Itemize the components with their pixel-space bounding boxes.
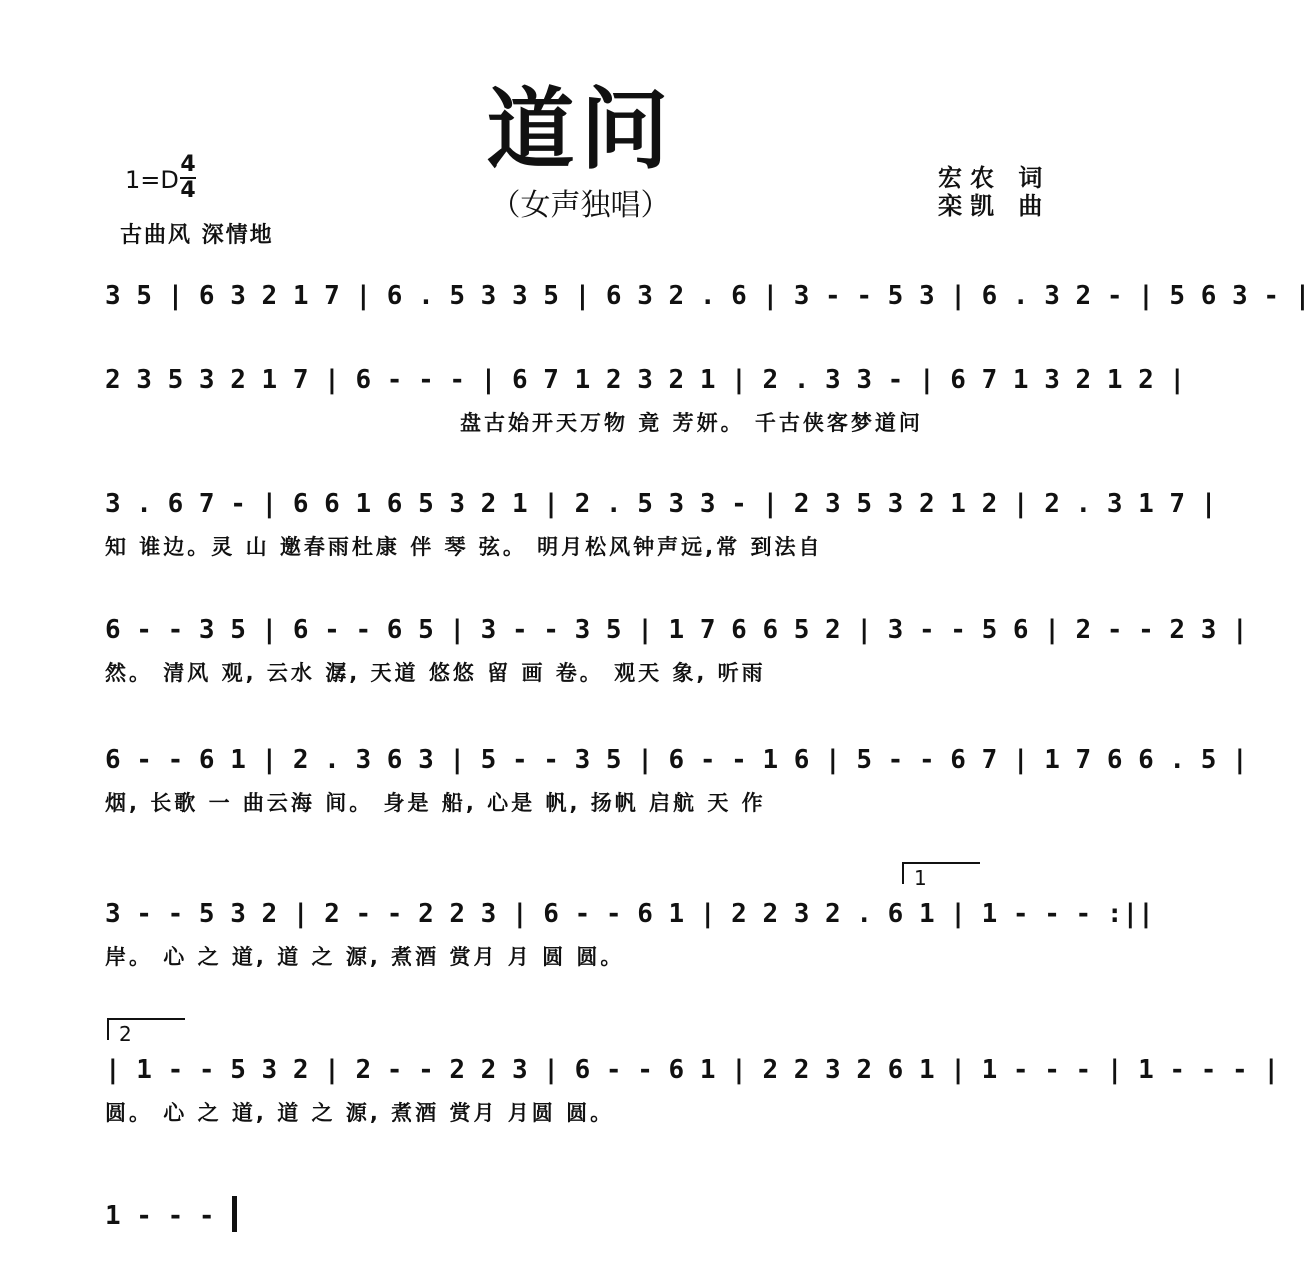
lyric-line-3: 知 谁边。灵 山 邀春雨杜康 伴 琴 弦。 明月松风钟声远,常 到法自 xyxy=(105,535,823,559)
lyric-line-7: 圆。 心 之 道, 道 之 源, 煮酒 赏月 月圆 圆。 xyxy=(105,1101,615,1125)
volta-1: 1 xyxy=(902,862,980,884)
lyric-line-4: 然。 清风 观, 云水 潺, 天道 悠悠 留 画 卷。 观天 象, 听雨 xyxy=(105,661,766,685)
time-signature-top: 4 xyxy=(180,152,196,177)
song-title: 道问 xyxy=(486,77,675,181)
lyric-line-6: 岸。 心 之 道, 道 之 源, 煮酒 赏月 月 圆 圆。 xyxy=(105,945,625,969)
notation-line-2: 2 3 5 3 2 1 7 | 6 - - - | 6 7 1 2 3 2 1 | 2 . 3 3 - | 6 7 1 3 2 1 2 | xyxy=(105,365,1186,395)
notation-line-3: 3 . 6 7 - | 6 6 1 6 5 3 2 1 | 2 . 5 3 3 - | 2 3 5 3 2 1 2 | 2 . 3 1 7 | xyxy=(105,489,1217,519)
notation-line-4: 6 - - 3 5 | 6 - - 6 5 | 3 - - 3 5 | 1 7 6 6 5 2 | 3 - - 5 6 | 2 - - 2 3 | xyxy=(105,615,1248,645)
notation-line-7: | 1 - - 5 3 2 | 2 - - 2 2 3 | 6 - - 6 1 | 2 2 3 2 6 1 | 1 - - - | 1 - - - | xyxy=(105,1055,1279,1085)
song-subtitle: （女声独唱） xyxy=(490,188,671,223)
lyricist-credit: 宏农 词 xyxy=(938,164,1051,192)
volta-2: 2 xyxy=(107,1018,185,1040)
notation-line-1: 3 5 | 6 3 2 1 7 | 6 . 5 3 3 5 | 6 3 2 . 6 | 3 - - 5 3 | 6 . 3 2 - | 5 6 3 - | xyxy=(105,281,1310,311)
notation-line-6: 3 - - 5 3 2 | 2 - - 2 2 3 | 6 - - 6 1 | 2 2 3 2 . 6 1 | 1 - - - :|| xyxy=(105,899,1154,929)
lyric-line-5: 烟, 长歌 一 曲云海 间。 身是 船, 心是 帆, 扬帆 启航 天 作 xyxy=(105,791,766,815)
composer-credit: 栾凯 曲 xyxy=(938,192,1051,220)
lyric-line-2: 盘古始开天万物 竟 芳妍。 千古侠客梦道问 xyxy=(460,411,923,435)
key-signature: 1=D xyxy=(125,166,179,194)
tempo-marking: 古曲风 深情地 xyxy=(120,223,274,248)
notation-line-5: 6 - - 6 1 | 2 . 3 6 3 | 5 - - 3 5 | 6 - - 1 6 | 5 - - 6 7 | 1 7 6 6 . 5 | xyxy=(105,745,1248,775)
final-barline xyxy=(232,1196,237,1232)
time-signature-bottom: 4 xyxy=(180,178,196,203)
time-signature xyxy=(180,154,196,202)
notation-line-8: 1 - - - xyxy=(105,1201,215,1231)
